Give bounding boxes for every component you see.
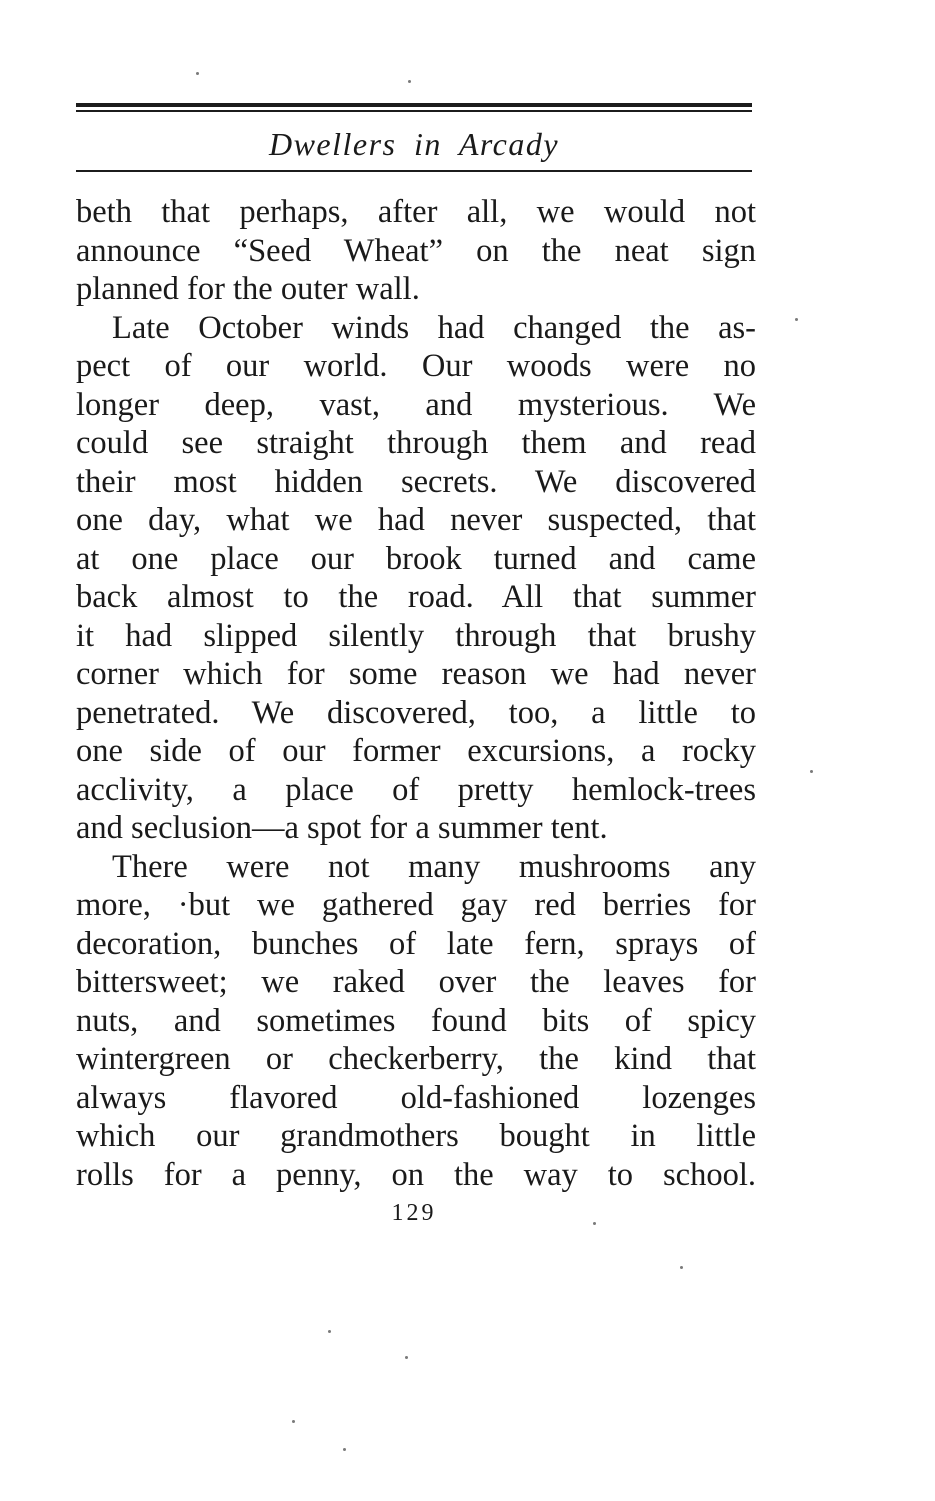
scan-speck <box>593 1222 596 1225</box>
scan-speck <box>810 770 813 773</box>
page-number: 129 <box>391 1200 437 1226</box>
body-text <box>76 193 756 1194</box>
text-line: nuts, and sometimes found bits of spicy <box>76 1002 756 1039</box>
text-line: announce “Seed Wheat” on the neat sign <box>76 232 756 269</box>
scan-speck <box>328 1330 331 1333</box>
scan-speck <box>196 72 199 75</box>
text-line: which our grandmothers bought in little <box>76 1118 756 1154</box>
text-line: at one place our brook turned and came <box>76 540 756 577</box>
text-line: one day, what we had never suspected, that <box>76 502 756 538</box>
text-line: decoration, bunches of late fern, sprays of <box>76 925 756 962</box>
text-line: corner which for some reason we had never <box>76 656 756 692</box>
scan-speck <box>408 80 411 83</box>
text-line: beth that perhaps, after all, we would not <box>76 194 756 230</box>
text-line: one side of our former excursions, a rocky <box>76 733 756 769</box>
text-line: bittersweet; we raked over the leaves for <box>76 964 756 1000</box>
text-line: more, ·but we gathered gay red berries for <box>76 887 756 923</box>
running-head: Dwellers in Arcady <box>268 126 560 162</box>
header-rule-thin <box>76 110 752 112</box>
text-line: could see straight through them and read <box>76 425 756 461</box>
scan-speck <box>680 1266 683 1269</box>
text-line: it had slipped silently through that brushy <box>76 617 756 654</box>
text-line: and seclusion—a spot for a summer tent. <box>76 810 608 846</box>
text-line: penetrated. We discovered, too, a little to <box>76 694 756 731</box>
text-line: wintergreen or checkerberry, the kind that <box>76 1041 756 1077</box>
text-line: always flavored old-fashioned lozenges <box>76 1079 756 1116</box>
text-line: pect of our world. Our woods were no <box>76 348 756 384</box>
text-line: their most hidden secrets. We discovered <box>76 463 756 500</box>
text-line: rolls for a penny, on the way to school. <box>76 1156 756 1193</box>
text-line: back almost to the road. All that summer <box>76 579 756 615</box>
header-rule-thick <box>76 103 752 107</box>
scan-speck <box>795 318 798 321</box>
scan-speck <box>405 1356 408 1359</box>
text-line: There were not many mushrooms any <box>112 848 756 885</box>
paragraph <box>76 848 756 1195</box>
text-line: longer deep, vast, and mysterious. We <box>76 386 756 423</box>
paragraph <box>76 193 756 309</box>
text-line: Late October winds had changed the as- <box>112 309 756 346</box>
text-line: acclivity, a place of pretty hemlock-trees <box>76 771 756 808</box>
paragraph <box>76 309 756 848</box>
text-line: planned for the outer wall. <box>76 271 420 307</box>
scan-speck <box>292 1420 295 1423</box>
scan-speck <box>343 1448 346 1451</box>
running-head-rule <box>76 170 752 172</box>
